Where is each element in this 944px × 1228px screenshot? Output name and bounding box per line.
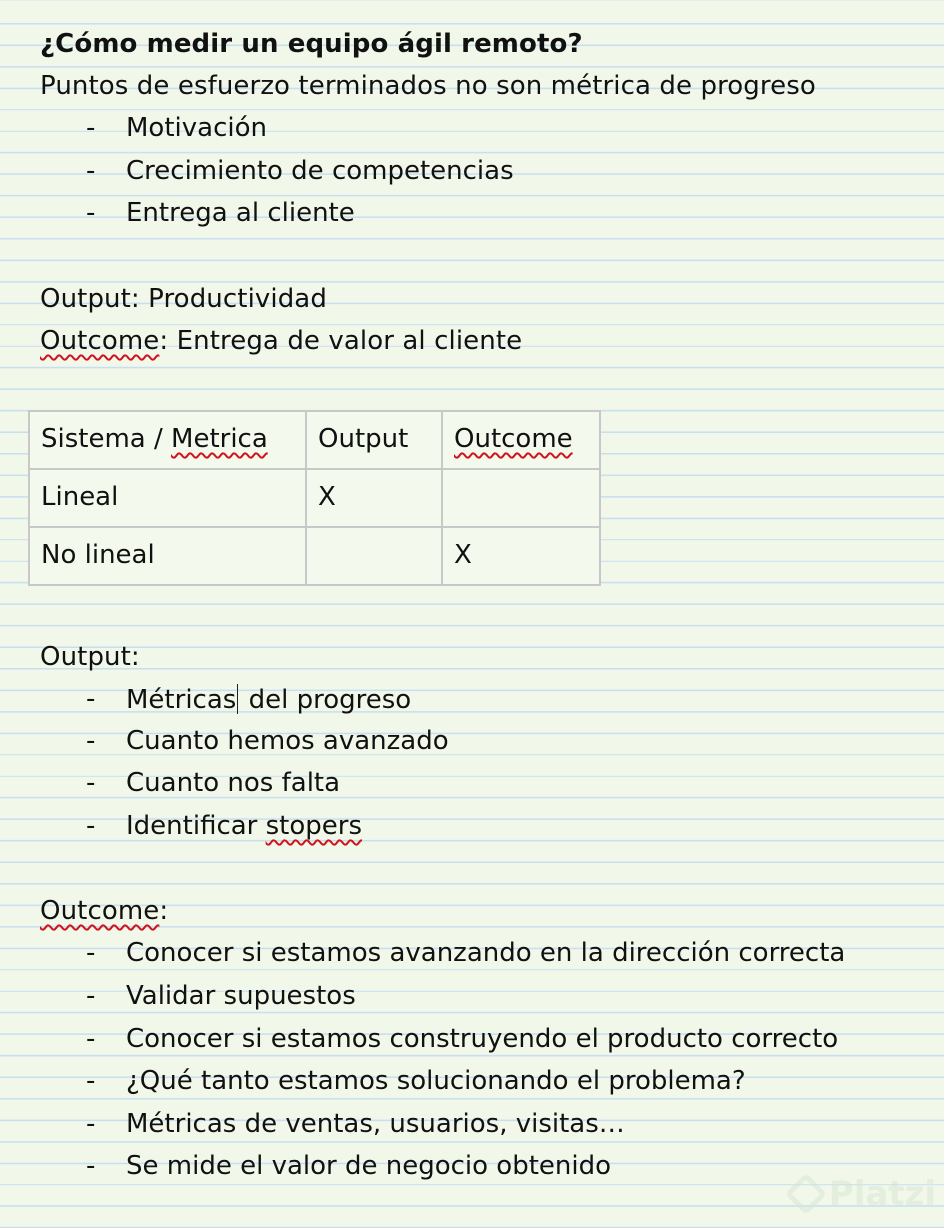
- table-row: [29, 469, 600, 527]
- outcome-definition: [40, 326, 522, 356]
- output-definition: [40, 284, 327, 314]
- output-definition-text: : Productividad: [130, 284, 327, 314]
- bullet-marker: -: [86, 156, 96, 186]
- output-section-label: Output:: [40, 642, 140, 672]
- table-header-cell[interactable]: Output: [306, 411, 442, 469]
- table-cell[interactable]: No lineal: [29, 527, 306, 585]
- table-header-row: [29, 411, 600, 469]
- list-item-text-part: Identificar: [126, 811, 266, 841]
- header-text: Sistema /: [41, 424, 172, 454]
- table-cell[interactable]: X: [306, 469, 442, 527]
- output-definition-label: Output: [40, 284, 131, 314]
- list-item-text: [126, 811, 362, 841]
- bullet-marker: -: [86, 113, 96, 143]
- list-item-text: Motivación: [126, 113, 267, 143]
- outcome-definition-text: : Entrega de valor al cliente: [159, 326, 523, 356]
- bullet-marker: -: [86, 1066, 96, 1096]
- list-item-text: Conocer si estamos avanzando en la dirección correcta: [126, 938, 846, 968]
- list-item-text[interactable]: [126, 684, 411, 715]
- bullet-marker: -: [86, 1151, 96, 1181]
- header-text-misspelled: Outcome: [454, 424, 573, 454]
- bullet-marker: -: [86, 198, 96, 228]
- table-header-cell[interactable]: [442, 411, 600, 469]
- bullet-marker: -: [86, 811, 96, 841]
- list-item-text-part: Métricas: [126, 685, 237, 715]
- list-item-text: Cuanto hemos avanzado: [126, 726, 449, 756]
- bullet-marker: -: [86, 938, 96, 968]
- outcome-section-label: [40, 896, 168, 926]
- table-row: [29, 527, 600, 585]
- bullet-marker: -: [86, 981, 96, 1011]
- list-item-text: Cuanto nos falta: [126, 768, 341, 798]
- bullet-marker: -: [86, 1024, 96, 1054]
- table-cell[interactable]: X: [442, 527, 600, 585]
- text-cursor: [237, 684, 238, 714]
- table-cell[interactable]: [442, 469, 600, 527]
- outcome-label-colon: :: [159, 896, 169, 926]
- misspelled-word[interactable]: stopers: [265, 811, 363, 841]
- table-header-cell[interactable]: [29, 411, 306, 469]
- page-title: ¿Cómo medir un equipo ágil remoto?: [40, 29, 583, 59]
- bullet-marker: -: [86, 1109, 96, 1139]
- outcome-label-misspelled[interactable]: Outcome: [40, 896, 160, 926]
- header-text-misspelled: Metrica: [171, 424, 268, 454]
- list-item-text: Validar supuestos: [126, 981, 356, 1011]
- list-item-text: ¿Qué tanto estamos solucionando el problema?: [126, 1066, 746, 1096]
- list-item-text: Conocer si estamos construyendo el producto correcto: [126, 1024, 839, 1054]
- platzi-watermark: [791, 1174, 936, 1214]
- platzi-wordmark: Platzi: [828, 1174, 936, 1214]
- intro-text: Puntos de esfuerzo terminados no son métrica de progreso: [40, 71, 816, 101]
- list-item-text: Se mide el valor de negocio obtenido: [126, 1151, 612, 1181]
- bullet-marker: -: [86, 726, 96, 756]
- list-item-text: Crecimiento de competencias: [126, 156, 514, 186]
- outcome-definition-label[interactable]: Outcome: [40, 326, 160, 356]
- platzi-logo-icon: [785, 1173, 827, 1215]
- table-cell[interactable]: [306, 527, 442, 585]
- list-item-text-part: del progreso: [240, 685, 412, 715]
- list-item-text: Entrega al cliente: [126, 198, 355, 228]
- table-cell[interactable]: Lineal: [29, 469, 306, 527]
- list-item-text: Métricas de ventas, usuarios, visitas…: [126, 1109, 625, 1139]
- bullet-marker: -: [86, 768, 96, 798]
- system-metric-table: [28, 410, 601, 586]
- bullet-marker: -: [86, 684, 96, 714]
